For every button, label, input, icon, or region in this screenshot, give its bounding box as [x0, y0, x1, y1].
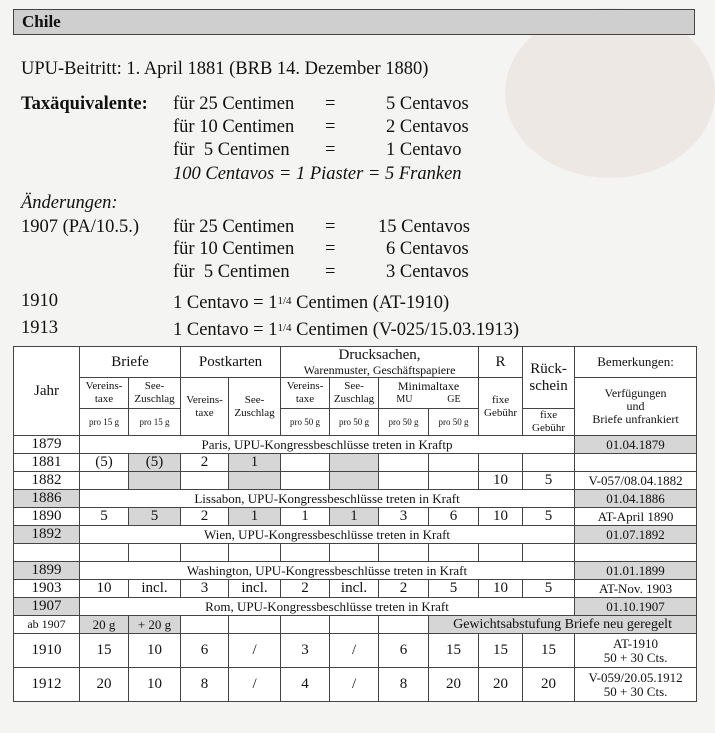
tax-left-1: für 25 Centimen: [173, 94, 295, 114]
header-r: R: [479, 347, 523, 378]
tax-right-2: 2 Centavos: [386, 117, 469, 137]
change-right-3: 3 Centavos: [386, 262, 469, 282]
country-title: Chile: [22, 12, 61, 31]
header-vereinstaxe-pk: Vereins- taxe: [181, 378, 229, 436]
table-row: ab 1907 20 g + 20 g Gewichtsabstufung Briefe neu geregelt: [14, 616, 697, 634]
header-vereinstaxe-druck: Vereins- taxe: [281, 378, 330, 409]
header-briefe: Briefe: [80, 347, 181, 378]
unit-druck-1: pro 50 g: [281, 409, 330, 436]
tax-eq-1: =: [325, 94, 336, 114]
table-row: 1910 15 10 6 / 3 / 6 15 15 15 AT-1910 50 + 30 Cts.: [14, 634, 697, 668]
table-row: 1899 Washington, UPU-Kongressbeschlüsse treten in Kraft 01.01.1899: [14, 562, 697, 580]
tax-right-3: 1 Centavo: [386, 140, 462, 160]
unit-briefe-1: pro 15 g: [80, 409, 129, 436]
fraction-1910: 1/4: [277, 295, 292, 307]
header-vereinstaxe-briefe: Vereins- taxe: [80, 378, 129, 409]
change-right-2: 6 Centavos: [386, 239, 469, 259]
header-minimaltaxe: Minimaltaxe MU GE: [379, 378, 479, 409]
unit-druck-2: pro 50 g: [330, 409, 379, 436]
header-rueck-fixe: fixe Gebühr: [523, 409, 575, 436]
table-row: 1907 Rom, UPU-Kongressbeschlüsse treten in Kraft 01.10.1907: [14, 598, 697, 616]
country-header: [13, 9, 695, 35]
header-postkarten: Postkarten: [181, 347, 281, 378]
change-left-2: für 10 Centimen: [173, 239, 295, 259]
header-rueckschein: Rück-schein: [523, 347, 575, 409]
tax-left-3: für 5 Centimen: [173, 140, 290, 160]
header-seezuschlag-briefe: See- Zuschlag: [129, 378, 181, 409]
header-seezuschlag-druck: See- Zuschlag: [330, 378, 379, 409]
table-row: 1890 5 5 2 1 1 1 3 6 10 5 AT-April 1890: [14, 508, 697, 526]
change-eq-2: =: [325, 239, 336, 259]
table-row: 1912 20 10 8 / 4 / 8 20 20 20 V-059/20.05.1912 50 + 30 Cts.: [14, 668, 697, 702]
table-row: 1886 Lissabon, UPU-Kongressbeschlüsse treten in Kraft 01.04.1886: [14, 490, 697, 508]
upu-accession: UPU-Beitritt: 1. April 1881 (BRB 14. Dezember 1880): [21, 59, 429, 79]
change-left-3: für 5 Centimen: [173, 262, 290, 282]
table-row: 1881 (5) (5) 2 1: [14, 454, 697, 472]
table-row: 1903 10 incl. 3 incl. 2 incl. 2 5 10 5 AT-Nov. 1903: [14, 580, 697, 598]
change-left-1: für 25 Centimen: [173, 217, 295, 237]
header-jahr: Jahr: [14, 347, 80, 436]
tax-label: Taxäquivalente:: [21, 94, 148, 114]
rates-table: [13, 346, 697, 702]
year-1913-label: 1913: [21, 318, 58, 338]
change-eq-3: =: [325, 262, 336, 282]
unit-druck-4: pro 50 g: [429, 409, 479, 436]
unit-briefe-2: pro 15 g: [129, 409, 181, 436]
fraction-1913: 1/4: [277, 322, 292, 334]
header-drucksachen: Drucksachen, Warenmuster, Geschäftspapiere: [281, 347, 479, 378]
header-mu: MU: [396, 394, 413, 405]
table-row: [14, 544, 697, 562]
header-r-fixe: fixe Gebühr: [479, 378, 523, 436]
header-ge: GE: [447, 394, 461, 405]
table-row: 1882 10 5 V-057/08.04.1882: [14, 472, 697, 490]
header-seezuschlag-pk: See- Zuschlag: [229, 378, 281, 436]
changes-period: 1907 (PA/10.5.): [21, 217, 140, 237]
rule-1910: 1 Centavo = $1^{1/4}$ Centimen (AT-1910): [173, 293, 450, 313]
table-row: 1879 Paris, UPU-Kongressbeschlüsse treten in Kraftp 01.04.1879: [14, 436, 697, 454]
header-bem-verfuegungen: Verfügungen und Briefe unfrankiert: [575, 378, 697, 436]
tax-eq-2: =: [325, 117, 336, 137]
change-right-1: 15 Centavos: [378, 217, 470, 237]
unit-druck-3: pro 50 g: [379, 409, 429, 436]
change-eq-1: =: [325, 217, 336, 237]
tax-right-1: 5 Centavos: [386, 94, 469, 114]
changes-label: Änderungen:: [21, 193, 118, 213]
tax-left-2: für 10 Centimen: [173, 117, 295, 137]
rule-1913: 1 Centavo = $1^{1/4}$ Centimen (V-025/15.03.1913): [173, 320, 519, 340]
currency-note: 100 Centavos = 1 Piaster = 5 Franken: [173, 164, 462, 184]
year-1910-label: 1910: [21, 291, 58, 311]
header-bemerkungen: Bemerkungen:: [575, 347, 697, 378]
table-row: 1892 Wien, UPU-Kongressbeschlüsse treten in Kraft 01.07.1892: [14, 526, 697, 544]
tax-eq-3: =: [325, 140, 336, 160]
